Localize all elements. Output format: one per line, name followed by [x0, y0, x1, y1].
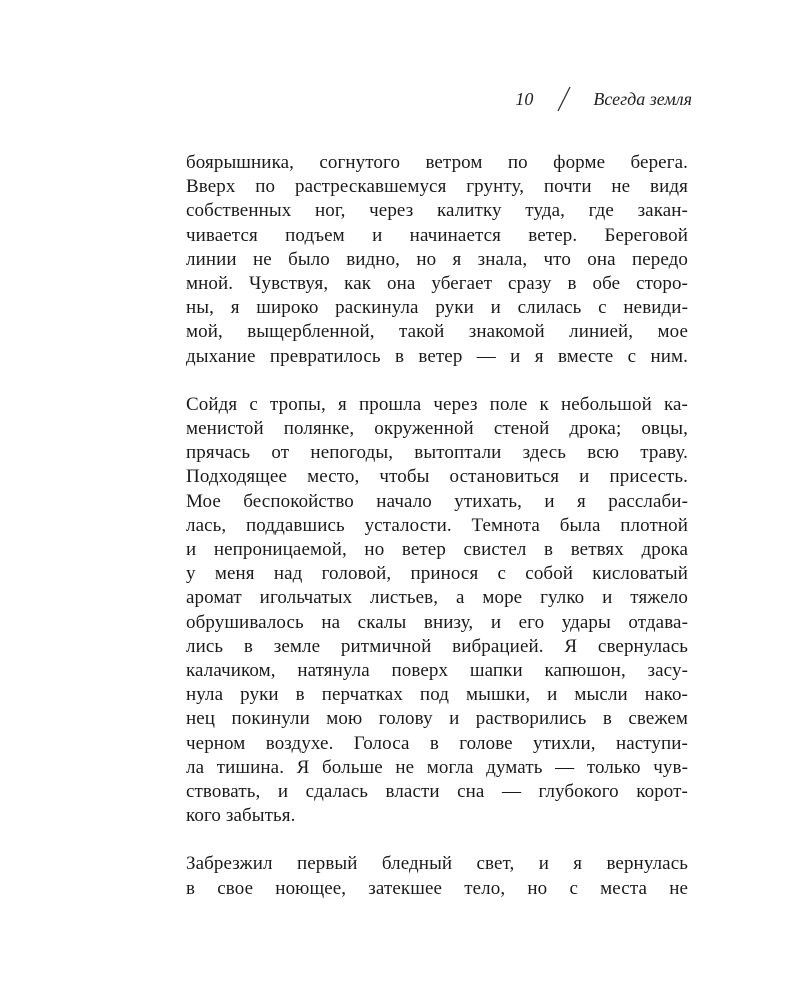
text-line: Вверх по растрескавшемуся грунту, почти не видя	[186, 176, 688, 198]
running-header	[515, 86, 692, 112]
text-line: собственных ног, через калитку туда, где закан-	[186, 200, 688, 222]
text-line: у меня над головой, принося с собой кисловатый	[186, 563, 688, 585]
paragraph-gap	[186, 828, 688, 852]
text-line: Забрезжил первый бледный свет, и я вернулась	[186, 853, 688, 875]
paragraph-gap	[186, 369, 688, 393]
text-line: прячась от непогоды, вытоптали здесь всю траву.	[186, 442, 688, 464]
text-line: дыхание превратилось в ветер — и я вместе с ним.	[186, 345, 688, 367]
text-line: обрушивалось на скалы внизу, и его удары отдава-	[186, 611, 688, 633]
text-line: менистой полянке, окруженной стеной дрока; овцы,	[186, 418, 688, 440]
text-line: мой, выщербленной, такой знакомой линией, мое	[186, 321, 688, 343]
paragraph	[186, 393, 688, 828]
text-line: ствовать, и сдалась власти сна — глубокого корот-	[186, 780, 688, 802]
text-line: ла тишина. Я больше не могла думать — только чув-	[186, 756, 688, 778]
paragraph	[186, 852, 688, 900]
text-line: и непроницаемой, но ветер свистел в ветвях дрока	[186, 539, 688, 560]
text-line: чивается подъем и начинается ветер. Береговой	[186, 224, 688, 246]
text-line: Сойдя с тропы, я прошла через поле к небольшой ка-	[186, 393, 688, 415]
paragraph	[186, 151, 688, 369]
body-text	[186, 151, 688, 901]
text-line: линии не было видно, но я знала, что она передо	[186, 248, 688, 270]
book-title: Всегда земля	[593, 88, 692, 109]
header-slash-divider	[557, 86, 571, 112]
text-line: нец покинули мою голову и растворились в свежем	[186, 708, 688, 730]
page-number: 10	[515, 88, 534, 109]
text-line: калачиком, натянула поверх шапки капюшон, засу-	[186, 659, 688, 681]
text-line: мной. Чувствуя, как она убегает сразу в обе сторо-	[186, 272, 688, 294]
text-line: лась, поддавшись усталости. Темнота была плотной	[186, 514, 688, 536]
text-line: в свое ноющее, затекшее тело, но с места не	[186, 877, 688, 899]
text-line: Подходящее место, чтобы остановиться и присесть.	[186, 466, 688, 488]
text-line: черном воздухе. Голоса в голове утихли, наступи-	[186, 732, 688, 754]
text-line: лись в земле ритмичной вибрацией. Я свернулась	[186, 635, 688, 657]
text-line: ны, я широко раскинула руки и слилась с невиди-	[186, 297, 688, 319]
text-line: кого забытья.	[186, 805, 296, 827]
text-line: нула руки в перчатках под мышки, и мысли нако-	[186, 684, 688, 706]
text-line: аромат игольчатых листьев, а море гулко и тяжело	[186, 587, 688, 609]
text-line: Мое беспокойство начало утихать, и я расслаби-	[186, 490, 688, 512]
text-line: боярышника, согнутого ветром по форме берега.	[186, 152, 688, 173]
